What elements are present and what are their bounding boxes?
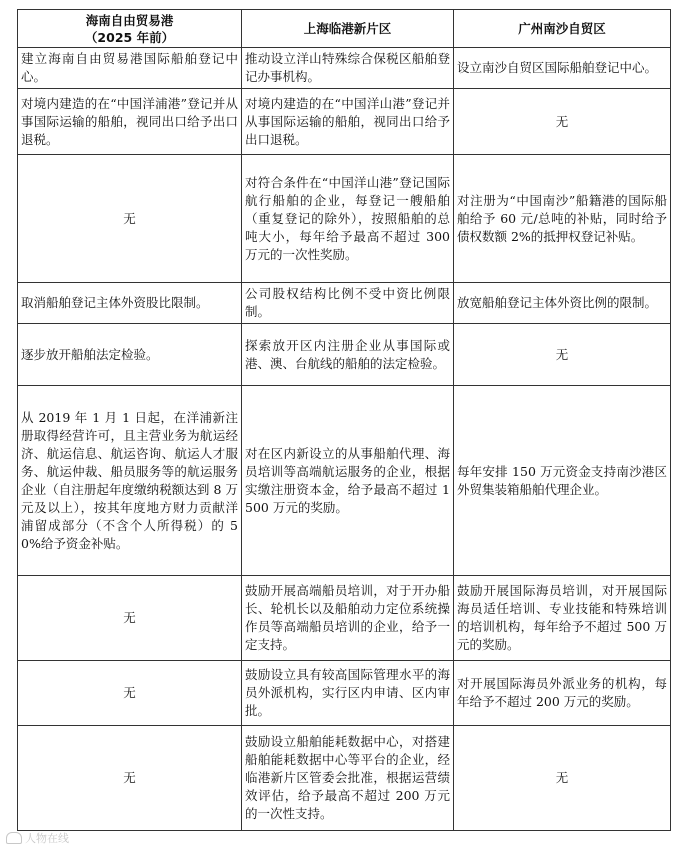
cell-hainan: 无 bbox=[18, 726, 242, 831]
cell-shanghai: 探索放开区内注册企业从事国际或港、澳、台航线的船舶的法定检验。 bbox=[242, 324, 454, 386]
header-shanghai: 上海临港新片区 bbox=[242, 10, 454, 48]
cell-shanghai: 对在区内新设立的从事船舶代理、海员培训等高端航运服务的企业，根据实缴注册资本金，给予最高不超过 1500 万元的奖励。 bbox=[242, 386, 454, 576]
table-row bbox=[18, 386, 671, 576]
cell-guangzhou: 每年安排 150 万元资金支持南沙港区外贸集装箱船舶代理企业。 bbox=[454, 386, 671, 576]
cell-hainan: 逐步放开船舶法定检验。 bbox=[18, 324, 242, 386]
cell-hainan: 无 bbox=[18, 661, 242, 726]
cell-hainan: 无 bbox=[18, 576, 242, 661]
cell-shanghai: 鼓励设立船舶能耗数据中心，对搭建船舶能耗数据中心等平台的企业，经临港新片区管委会批准，根据运营绩效评估，给予最高不超过 200 万元的一次性支持。 bbox=[242, 726, 454, 831]
table-row bbox=[18, 576, 671, 661]
cell-hainan: 对境内建造的在“中国洋浦港”登记并从事国际运输的船舶，视同出口给予出口退税。 bbox=[18, 89, 242, 155]
cell-guangzhou: 放宽船舶登记主体外资比例的限制。 bbox=[454, 283, 671, 324]
table-row bbox=[18, 89, 671, 155]
table-row bbox=[18, 155, 671, 283]
watermark-text: 人物在线 bbox=[25, 832, 69, 845]
cell-guangzhou: 无 bbox=[454, 89, 671, 155]
table-row bbox=[18, 324, 671, 386]
cell-hainan: 建立海南自由贸易港国际船舶登记中心。 bbox=[18, 48, 242, 89]
cell-hainan: 无 bbox=[18, 155, 242, 283]
cell-guangzhou: 设立南沙自贸区国际船舶登记中心。 bbox=[454, 48, 671, 89]
cell-shanghai: 鼓励设立具有较高国际管理水平的海员外派机构，实行区内申请、区内审批。 bbox=[242, 661, 454, 726]
table-row bbox=[18, 48, 671, 89]
cell-shanghai: 推动设立洋山特殊综合保税区船舶登记办事机构。 bbox=[242, 48, 454, 89]
cell-guangzhou: 对注册为“中国南沙”船籍港的国际船舶给予 60 元/总吨的补贴，同时给予债权数额 2%的抵押权登记补贴。 bbox=[454, 155, 671, 283]
header-hainan-subtitle: （2025 年前） bbox=[84, 29, 175, 45]
cell-shanghai: 鼓励开展高端船员培训，对于开办船长、轮机长以及船舶动力定位系统操作员等高端船员培训的企业，给予一定支持。 bbox=[242, 576, 454, 661]
table-row bbox=[18, 283, 671, 324]
header-hainan-title: 海南自由贸易港 bbox=[85, 12, 174, 28]
header-guangzhou: 广州南沙自贸区 bbox=[454, 10, 671, 48]
cell-hainan: 取消船舶登记主体外资股比限制。 bbox=[18, 283, 242, 324]
cell-guangzhou: 无 bbox=[454, 726, 671, 831]
cell-guangzhou: 无 bbox=[454, 324, 671, 386]
table-header bbox=[18, 10, 671, 48]
cell-guangzhou: 对开展国际海员外派业务的机构，每年给予不超过 200 万元的奖励。 bbox=[454, 661, 671, 726]
cell-shanghai: 对境内建造的在“中国洋山港”登记并从事国际运输的船舶，视同出口给予出口退税。 bbox=[242, 89, 454, 155]
cell-shanghai: 公司股权结构比例不受中资比例限制。 bbox=[242, 283, 454, 324]
cell-hainan: 从 2019 年 1 月 1 日起，在洋浦新注册取得经营许可，且主营业务为航运经济、航运信息、航运咨询、航运人才服务、航运仲裁、船员服务等的航运服务企业（自注册起年度缴纳税额达到 8 万元及以上），按其年度地方财力贡献洋浦留成部分（不含个人所得税）的 50%给予资金补贴。 bbox=[18, 386, 242, 576]
table-row bbox=[18, 726, 671, 831]
cell-shanghai: 对符合条件在“中国洋山港”登记国际航行船舶的企业，每登记一艘船舶（重复登记的除外），按照船舶的总吨大小，每年给予最高不超过 300 万元的一次性奖励。 bbox=[242, 155, 454, 283]
table-row bbox=[18, 661, 671, 726]
watermark bbox=[6, 830, 69, 846]
cell-guangzhou: 鼓励开展国际海员培训，对开展国际海员适任培训、专业技能和特殊培训的培训机构，每年给予不超过 500 万元的奖励。 bbox=[454, 576, 671, 661]
comparison-table bbox=[17, 9, 671, 831]
watermark-logo-icon bbox=[6, 832, 22, 844]
header-hainan bbox=[18, 10, 242, 48]
